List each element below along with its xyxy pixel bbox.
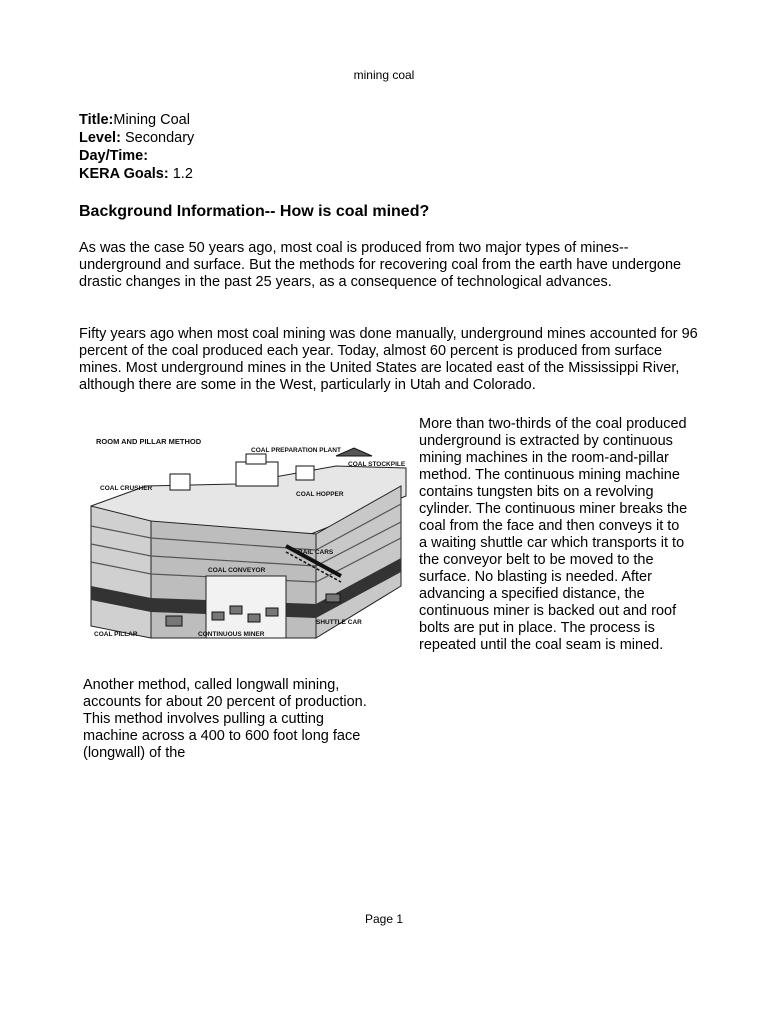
section-heading: Background Information-- How is coal mined? <box>79 203 430 220</box>
kera-value: 1.2 <box>172 166 193 182</box>
label-hopper: COAL HOPPER <box>296 491 344 498</box>
label-conveyor: COAL CONVEYOR <box>208 567 266 574</box>
title-label: Title: <box>79 112 114 128</box>
meta-kera-row <box>79 165 194 183</box>
page-number: Page 1 <box>364 912 404 926</box>
figure-title: ROOM AND PILLAR METHOD <box>96 437 202 446</box>
kera-label: KERA Goals: <box>79 166 169 182</box>
left-column-text: Another method, called longwall mining, accounts for about 20 percent of production. This method involves pulling a cutting machine across a 400 to 600 foot long face (longwall) of the <box>83 677 367 761</box>
room-and-pillar-diagram <box>86 426 408 650</box>
page-header: mining coal <box>353 68 415 82</box>
meta-title-row <box>79 111 194 129</box>
label-pillar: COAL PILLAR <box>94 631 138 638</box>
label-crusher: COAL CRUSHER <box>100 485 153 492</box>
label-prep-plant: COAL PREPARATION PLANT <box>251 447 341 454</box>
label-rail-cars: RAIL CARS <box>298 549 334 556</box>
title-value: Mining Coal <box>113 112 190 128</box>
label-shuttle-car: SHUTTLE CAR <box>316 619 362 626</box>
label-stockpile: COAL STOCKPILE <box>348 461 406 468</box>
level-label: Level: <box>79 130 121 146</box>
paragraph-1: As was the case 50 years ago, most coal is produced from two major types of mines--underground and surface. But the methods for recovering coal from the earth have undergone drastic changes in the past 25 years, as a consequence of technological advances. <box>79 240 682 290</box>
level-value: Secondary <box>124 130 195 146</box>
paragraph-2: Fifty years ago when most coal mining was done manually, underground mines accounted for 96 percent of the coal produced each year. Today, almost 60 percent is produced from surface mines. Most underground mines in the United States are located east of the Mississippi River, although there are some in the West, particularly in Utah and Colorado. <box>79 326 698 393</box>
daytime-label: Day/Time: <box>79 148 149 164</box>
meta-daytime-row <box>79 147 194 165</box>
left-column-clip <box>83 677 373 761</box>
lesson-meta <box>79 111 194 183</box>
right-column-text: More than two-thirds of the coal produced underground is extracted by continuous mining machines in the room-and-pillar method. The continuous mining machine contains tungsten bits on a revolving cylinder. The continuous miner breaks the coal from the face and then conveys it to a waiting shuttle car which transports it to the conveyor belt to be moved to the surface. No blasting is needed. After advancing a specified distance, the continuous miner is backed out and roof bolts are put in place. The process is repeated until the coal seam is mined. <box>419 416 688 653</box>
meta-level-row <box>79 129 194 147</box>
label-miner: CONTINUOUS MINER <box>198 631 265 638</box>
